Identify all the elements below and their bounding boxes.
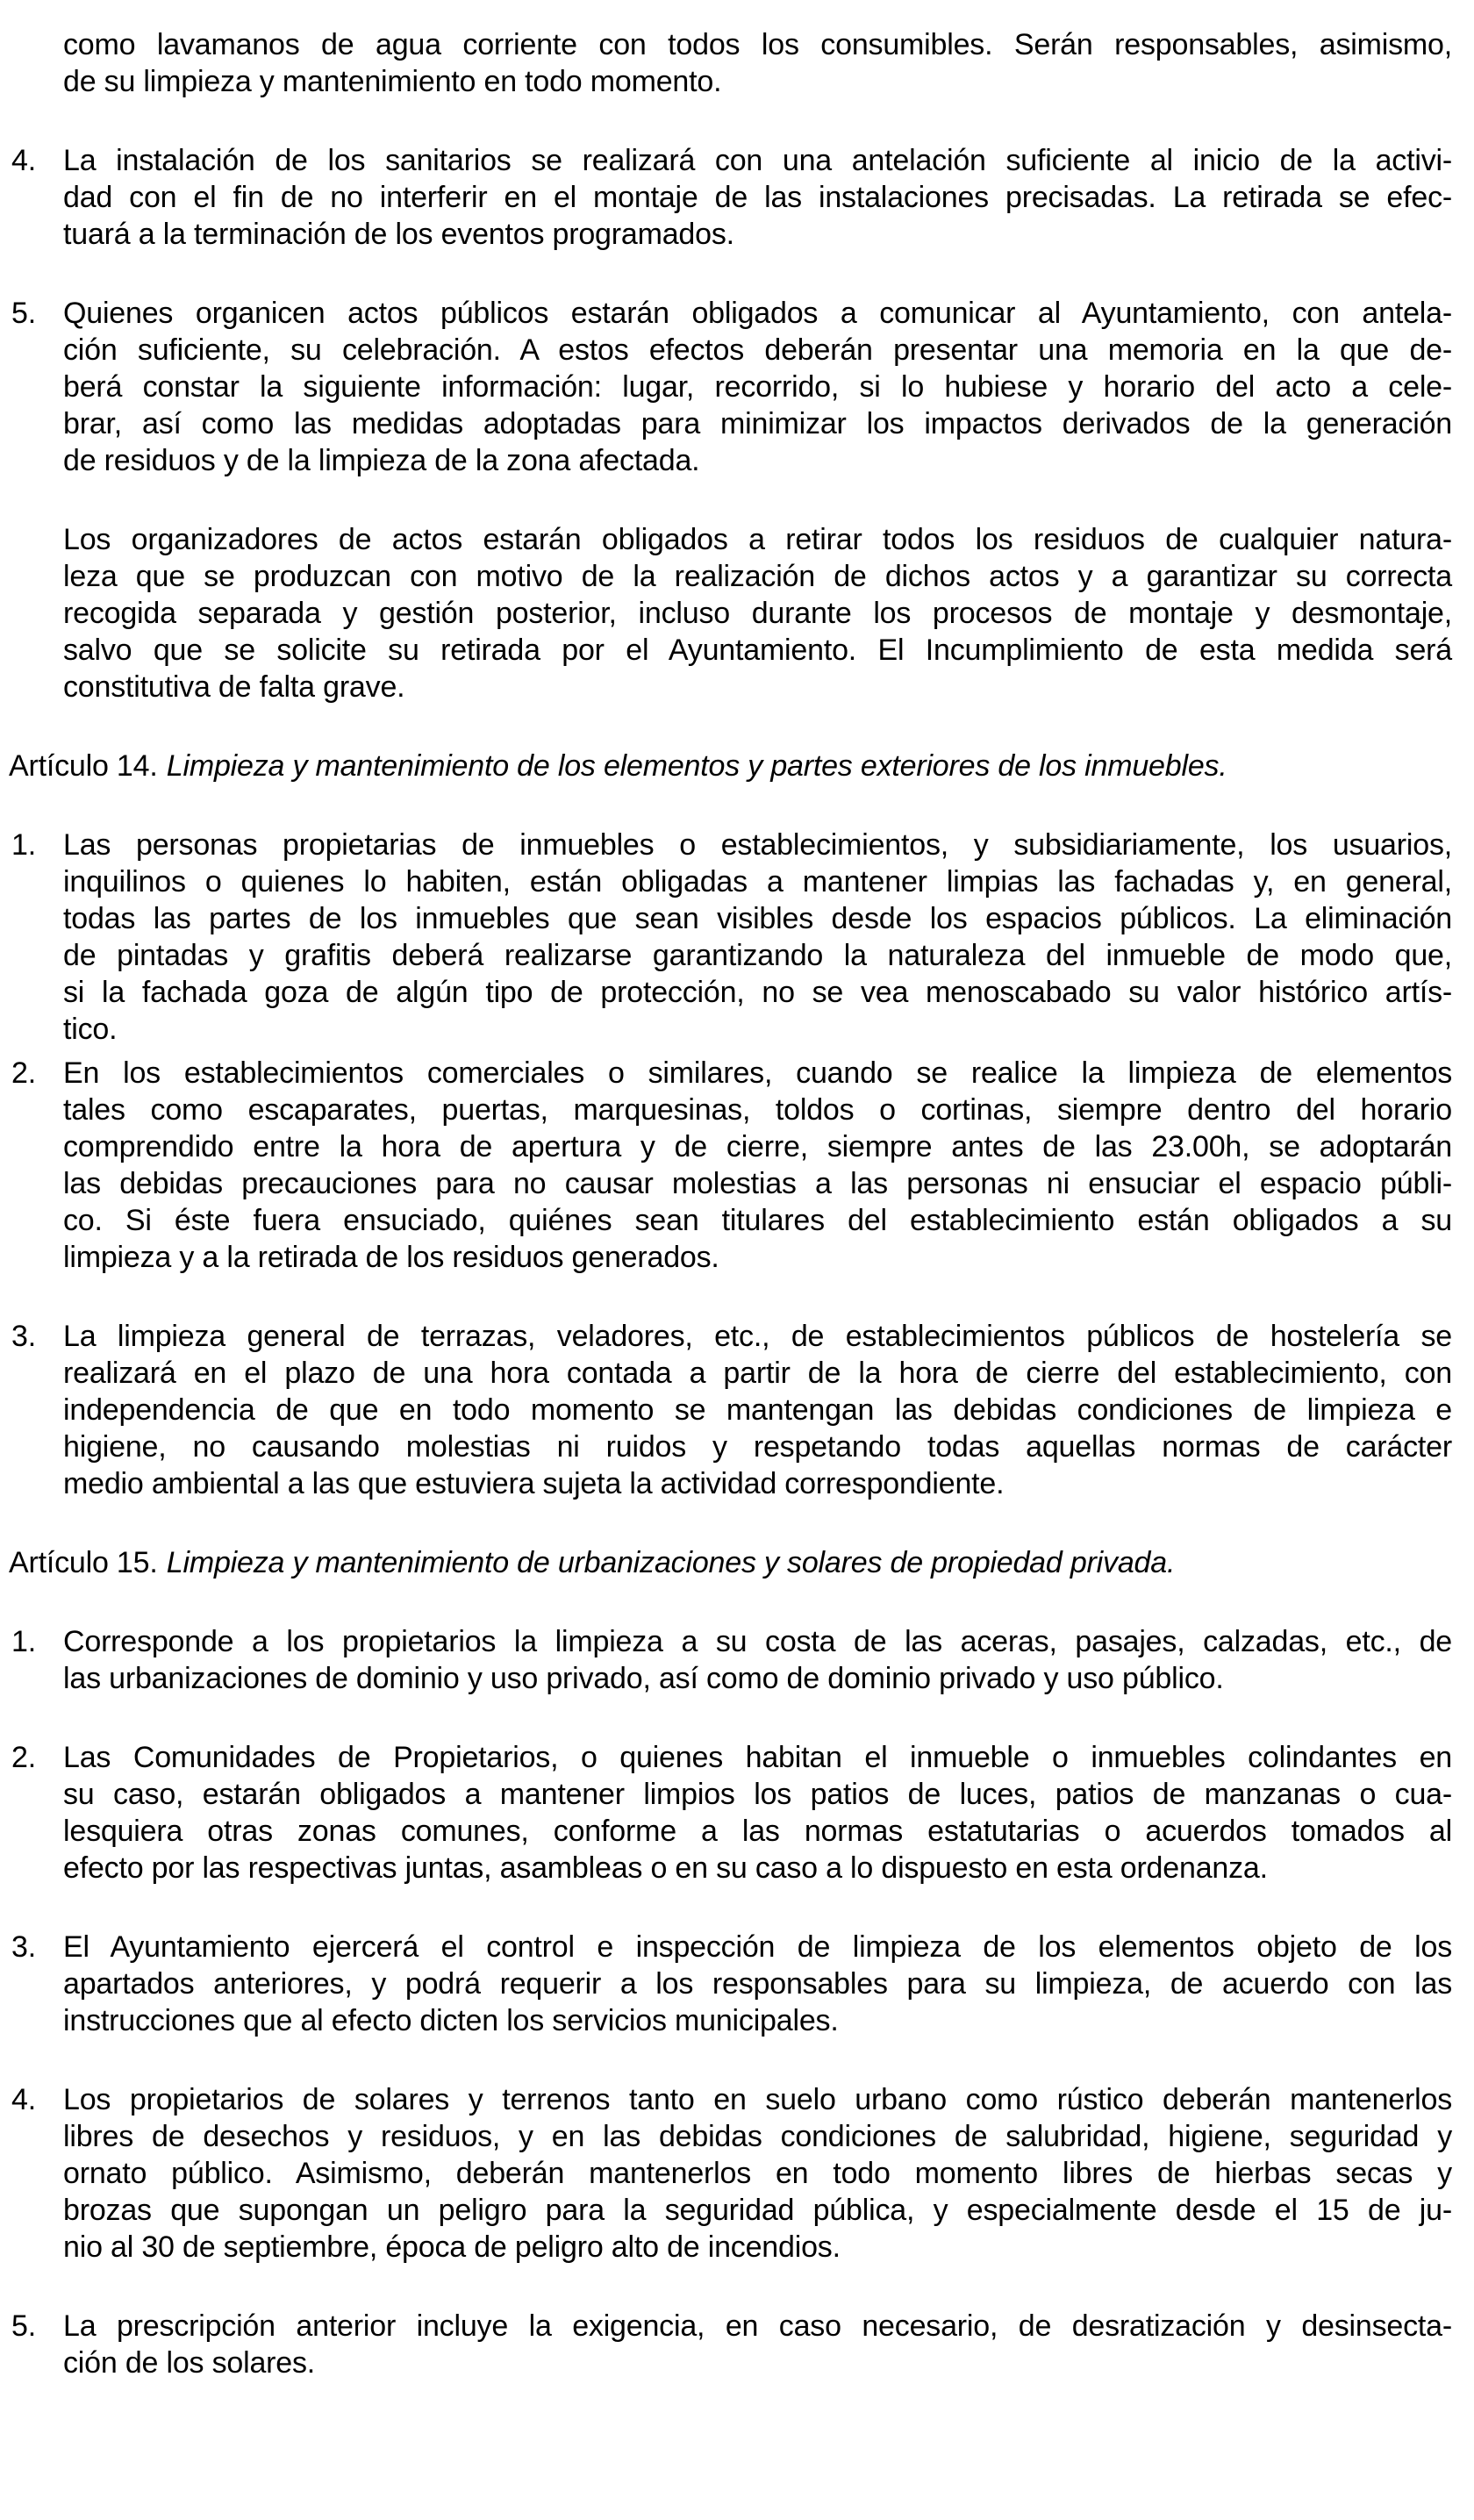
list-item-number: 2. (11, 1741, 36, 1774)
paragraph (0, 521, 1452, 705)
text-line: medio ambiental a las que estuviera sujeta la actividad correspondiente. (63, 1467, 1005, 1500)
block-lines (63, 827, 1452, 1048)
text-line: de residuos y de la limpieza de la zona afectada. (63, 444, 700, 477)
text-line: ción de los solares. (63, 2346, 316, 2380)
text-line: nio al 30 de septiembre, época de peligro alto de incendios. (63, 2230, 841, 2264)
text-line: de pintadas y grafitis deberá realizarse garantizando la naturaleza del inmueble de modo que, (63, 939, 1452, 972)
list-item (0, 142, 1452, 253)
paragraph (0, 26, 1452, 100)
block-lines (63, 2308, 1452, 2381)
text-line: Quienes organicen actos públicos estarán obligados a comunicar al Ayuntamiento, con antela- (63, 297, 1452, 330)
article-heading-line (9, 748, 1452, 784)
text-line: Los organizadores de actos estarán obligados a retirar todos los residuos de cualquier natura- (63, 523, 1452, 556)
text-line: limpieza y a la retirada de los residuos generados. (63, 1241, 719, 1274)
text-line: El Ayuntamiento ejercerá el control e inspección de limpieza de los elementos objeto de los (63, 1930, 1452, 1964)
text-line: tales como escaparates, puertas, marquesinas, toldos o cortinas, siempre dentro del horario (63, 1093, 1452, 1127)
text-line: lesquiera otras zonas comunes, conforme a las normas estatutarias o acuerdos tomados al (63, 1815, 1452, 1848)
text-line: tuará a la terminación de los eventos programados. (63, 218, 734, 251)
text-line: Las personas propietarias de inmuebles o establecimientos, y subsidiariamente, los usuarios, (63, 828, 1452, 862)
text-line: apartados anteriores, y podrá requerir a los responsables para su limpieza, de acuerdo con las (63, 1967, 1452, 2001)
list-item-number: 1. (11, 1625, 36, 1658)
block-lines (63, 26, 1452, 100)
text-line: Corresponde a los propietarios la limpieza a su costa de las aceras, pasajes, calzadas, etc., de (63, 1625, 1452, 1658)
list-item-number: 5. (11, 2309, 36, 2343)
article-heading-title: Limpieza y mantenimiento de los elementos y partes exteriores de los inmuebles. (166, 749, 1227, 783)
block-lines (63, 521, 1452, 705)
text-line: Las Comunidades de Propietarios, o quienes habitan el inmueble o inmuebles colindantes en (63, 1741, 1452, 1774)
text-line: ornato público. Asimismo, deberán mantenerlos en todo momento libres de hierbas secas y (63, 2157, 1452, 2190)
text-line: si la fachada goza de algún tipo de protección, no se vea menoscabado su valor histórico artís- (63, 976, 1452, 1009)
list-item (0, 1318, 1452, 1502)
text-line: Los propietarios de solares y terrenos tanto en suelo urbano como rústico deberán mantenerlos (63, 2083, 1452, 2116)
list-item-number: 4. (11, 2083, 36, 2116)
text-line: constitutiva de falta grave. (63, 670, 405, 704)
text-line: salvo que se solicite su retirada por el Ayuntamiento. El Incumplimiento de esta medida será (63, 634, 1452, 667)
list-item-number: 4. (11, 144, 36, 177)
text-line: co. Si éste fuera ensuciado, quiénes sean titulares del establecimiento están obligados a su (63, 1204, 1452, 1237)
text-line: brar, así como las medidas adoptadas para minimizar los impactos derivados de la generación (63, 407, 1452, 440)
block-lines (63, 295, 1452, 479)
list-item-number: 5. (11, 297, 36, 330)
text-line: libres de desechos y residuos, y en las debidas condiciones de salubridad, higiene, seguridad y (63, 2120, 1452, 2153)
list-item (0, 2308, 1452, 2381)
text-line: realizará en el plazo de una hora contada a partir de la hora de cierre del establecimiento, con (63, 1357, 1452, 1390)
text-line: inquilinos o quienes lo habiten, están obligadas a mantener limpias las fachadas y, en general, (63, 865, 1452, 898)
list-item (0, 2081, 1452, 2266)
list-item (0, 1055, 1452, 1276)
text-line: las urbanizaciones de dominio y uso privado, así como de dominio privado y uso público. (63, 1662, 1224, 1695)
list-item (0, 1623, 1452, 1697)
article-heading-title: Limpieza y mantenimiento de urbanizaciones y solares de propiedad privada. (166, 1546, 1176, 1579)
block-lines (63, 1929, 1452, 2039)
list-item-number: 2. (11, 1056, 36, 1090)
list-item-number: 3. (11, 1930, 36, 1964)
text-line: berá constar la siguiente información: lugar, recorrido, si lo hubiese y horario del acto a cele- (63, 370, 1452, 404)
article-heading (0, 1544, 1452, 1581)
text-line: La instalación de los sanitarios se realizará con una antelación suficiente al inicio de la activi- (63, 144, 1452, 177)
list-item-number: 3. (11, 1320, 36, 1353)
text-line: las debidas precauciones para no causar molestias a las personas ni ensuciar el espacio públi- (63, 1167, 1452, 1200)
text-line: tico. (63, 1013, 118, 1046)
text-line: su caso, estarán obligados a mantener limpios los patios de luces, patios de manzanas o cua- (63, 1778, 1452, 1811)
text-line: En los establecimientos comerciales o similares, cuando se realice la limpieza de elementos (63, 1056, 1452, 1090)
block-lines (63, 2081, 1452, 2266)
text-line: instrucciones que al efecto dicten los servicios municipales. (63, 2004, 839, 2037)
text-line: independencia de que en todo momento se mantengan las debidas condiciones de limpieza e (63, 1393, 1452, 1427)
article-heading (0, 748, 1452, 784)
text-line: brozas que supongan un peligro para la seguridad pública, y especialmente desde el 15 de ju- (63, 2194, 1452, 2227)
block-lines (63, 1739, 1452, 1886)
list-item (0, 827, 1452, 1048)
text-line: ción suficiente, su celebración. A estos efectos deberán presentar una memoria en la que de- (63, 333, 1452, 367)
article-heading-label: Artículo 15. (9, 1546, 158, 1579)
text-line: higiene, no causando molestias ni ruidos y respetando todas aquellas normas de carácter (63, 1430, 1452, 1464)
text-line: de su limpieza y mantenimiento en todo momento. (63, 65, 722, 98)
text-line: leza que se produzcan con motivo de la realización de dichos actos y a garantizar su correcta (63, 560, 1452, 593)
list-item (0, 1739, 1452, 1886)
block-lines (63, 142, 1452, 253)
block-lines (63, 1623, 1452, 1697)
article-heading-line (9, 1544, 1452, 1581)
list-item (0, 295, 1452, 479)
block-lines (63, 1318, 1452, 1502)
text-line: La limpieza general de terrazas, veladores, etc., de establecimientos públicos de hostelería se (63, 1320, 1452, 1353)
block-lines (63, 1055, 1452, 1276)
text-line: dad con el fin de no interferir en el montaje de las instalaciones precisadas. La retirada se efec- (63, 181, 1452, 214)
text-line: comprendido entre la hora de apertura y de cierre, siempre antes de las 23.00h, se adoptarán (63, 1130, 1452, 1163)
text-line: La prescripción anterior incluye la exigencia, en caso necesario, de desratización y desinsecta- (63, 2309, 1452, 2343)
text-line: todas las partes de los inmuebles que sean visibles desde los espacios públicos. La eliminación (63, 902, 1452, 935)
text-line: efecto por las respectivas juntas, asambleas o en su caso a lo dispuesto en esta ordenanza. (63, 1851, 1268, 1885)
text-line: recogida separada y gestión posterior, incluso durante los procesos de montaje y desmontaje, (63, 597, 1452, 630)
article-heading-label: Artículo 14. (9, 749, 158, 783)
text-line: como lavamanos de agua corriente con todos los consumibles. Serán responsables, asimismo, (63, 28, 1452, 61)
list-item (0, 1929, 1452, 2039)
list-item-number: 1. (11, 828, 36, 862)
